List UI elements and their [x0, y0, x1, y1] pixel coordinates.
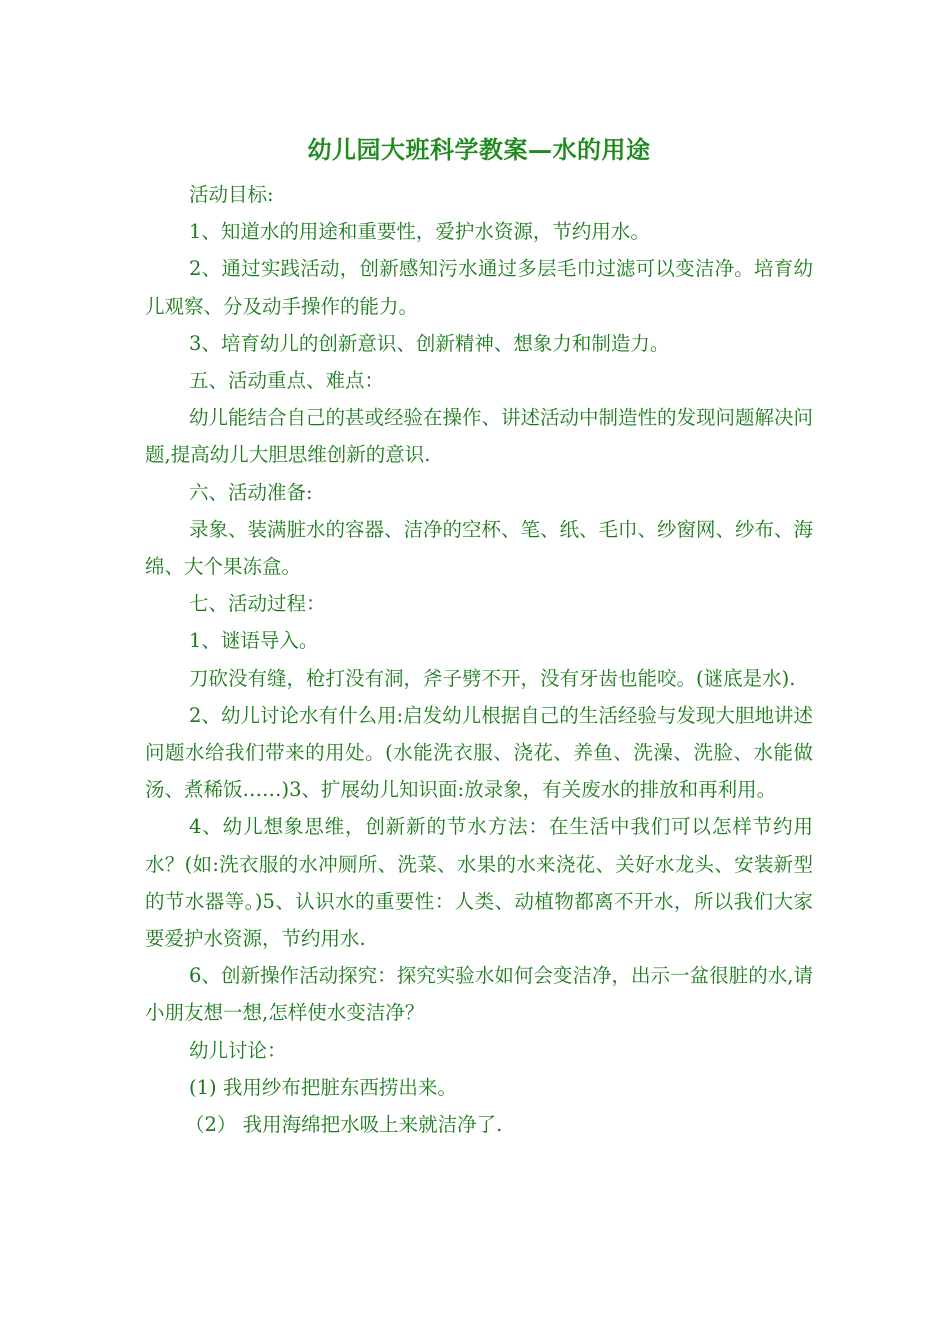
paragraph-discussion-1: (1) 我用纱布把脏东西捞出来。 [189, 1075, 457, 1099]
paragraph-discussion-heading: 幼儿讨论： [189, 1038, 287, 1062]
paragraph-step-2-3: 2、幼儿讨论水有什么用:启发幼儿根据自己的生活经验与发现大胆地讲述问题水给我们带来的用处。(水能洗衣服、浇花、养鱼、洗澡、洗脸、水能做汤、煮稀饭……)3、扩展幼儿知识面:放录象，有关废水的排放和再利用。 [145, 703, 813, 802]
paragraph-preparation: 录象、装满脏水的容器、洁净的空杯、笔、纸、毛巾、纱窗网、纱布、海绵、大个果冻盒。 [145, 517, 814, 579]
paragraph-objective-1: 1、知道水的用途和重要性，爱护水资源，节约用水。 [189, 220, 650, 244]
paragraph-preparation-heading: 六、活动准备: [189, 480, 313, 504]
paragraph-step-1: 1、谜语导入。 [189, 629, 319, 653]
paragraph-objective-3: 3、培育幼儿的创新意识、创新精神、想象力和制造力。 [189, 331, 670, 355]
paragraph-step-4-5: 4、幼儿想象思维，创新新的节水方法：在生活中我们可以怎样节约用水？(如:洗衣服的水冲厕所、洗菜、水果的水来浇花、关好水龙头、安装新型的节水器等。)5、认识水的重要性：人类、动植物都离不开水，所以我们大家要爱护水资源，节约用水. [145, 815, 813, 951]
paragraph-objective-2: 2、通过实践活动，创新感知污水通过多层毛巾过滤可以变洁净。培育幼儿观察、分及动手操作的能力。 [145, 257, 813, 318]
paragraph-key-points-heading: 五、活动重点、难点： [189, 369, 385, 393]
paragraph-objectives-heading: 活动目标: [189, 183, 274, 206]
paragraph-discussion-2: （2） 我用海绵把水吸上来就洁净了. [185, 1113, 503, 1137]
document-title: 幼儿园大班科学教案—水的用途 [307, 135, 651, 164]
paragraph-key-points: 幼儿能结合自己的甚或经验在操作、讲述活动中制造性的发现问题解决问题,提高幼儿大胆思维创新的意识. [145, 406, 814, 467]
document-page [145, 128, 813, 1143]
paragraph-process-heading: 七、活动过程： [189, 592, 326, 616]
paragraph-step-6: 6、创新操作活动探究：探究实验水如何会变洁净，出示一盆很脏的水,请小朋友想一想,怎样使水变洁净？ [145, 964, 813, 1025]
paragraph-riddle: 刀砍没有缝，枪打没有洞，斧子劈不开，没有牙齿也能咬。(谜底是水). [189, 666, 796, 690]
